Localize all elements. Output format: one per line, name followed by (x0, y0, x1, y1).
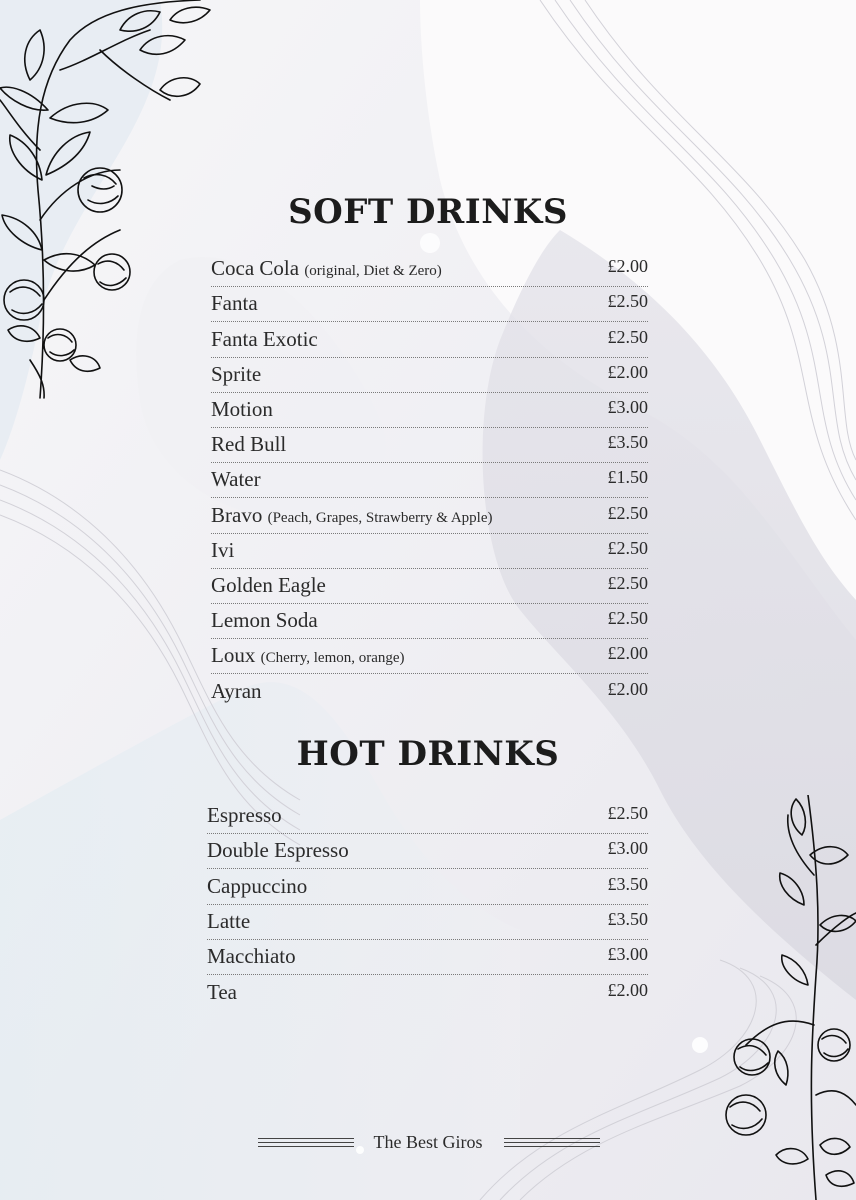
menu-item (207, 869, 648, 904)
item-price: £2.00 (607, 679, 648, 700)
menu-item (211, 252, 648, 287)
menu-item (207, 905, 648, 940)
item-price: £2.00 (607, 256, 648, 277)
menu-item (207, 834, 648, 869)
item-name (211, 362, 261, 387)
item-price: £2.50 (607, 326, 648, 347)
item-name (207, 944, 296, 969)
item-name-text: Tea (207, 980, 238, 1005)
menu-item (211, 428, 648, 463)
item-name-text: Double Espresso (207, 838, 349, 863)
item-price: £1.50 (607, 467, 648, 488)
menu-item (211, 322, 648, 357)
menu-item (211, 498, 648, 533)
item-name (207, 803, 282, 828)
item-note: (Cherry, lemon, orange) (260, 650, 405, 667)
item-name-text: Loux (211, 643, 256, 668)
item-name-text: Motion (211, 396, 273, 421)
hot-drinks-list (207, 799, 648, 1010)
menu-item (211, 674, 648, 709)
item-price: £2.00 (607, 643, 648, 664)
item-note: (original, Diet & Zero) (304, 263, 442, 280)
item-name (211, 679, 262, 704)
item-name-text: Macchiato (207, 943, 296, 968)
item-price: £2.50 (607, 572, 648, 593)
item-price: £2.00 (607, 980, 648, 1001)
menu-item (207, 799, 648, 834)
item-name (211, 291, 258, 316)
item-name-text: Golden Eagle (211, 572, 326, 597)
item-price: £3.50 (607, 432, 648, 453)
menu-item (207, 940, 648, 975)
item-name-text: Espresso (207, 803, 282, 828)
menu-item (211, 534, 648, 569)
item-name-text: Coca Cola (211, 256, 300, 281)
item-price: £3.50 (607, 873, 648, 894)
item-price: £2.50 (607, 803, 648, 824)
item-name-text: Ivi (211, 537, 235, 562)
item-name-text: Fanta Exotic (211, 326, 318, 351)
hot-drinks-title: HOT DRINKS (296, 734, 560, 774)
item-price: £2.50 (607, 537, 648, 558)
menu-item (211, 569, 648, 604)
menu-item (211, 393, 648, 428)
menu-item (211, 358, 648, 393)
menu-item (211, 604, 648, 639)
item-name-text: Latte (207, 908, 251, 933)
item-name-text: Cappuccino (207, 873, 308, 898)
item-name (211, 503, 493, 528)
item-name (211, 643, 405, 668)
item-price: £2.50 (607, 608, 648, 629)
item-price: £3.00 (607, 943, 648, 964)
item-name (211, 538, 234, 563)
item-name (211, 608, 318, 633)
item-name (211, 432, 286, 457)
item-name (211, 397, 273, 422)
footer-text: The Best Giros (373, 1132, 483, 1152)
item-name-text: Fanta (211, 291, 258, 316)
item-name (207, 980, 237, 1005)
item-name-text: Lemon Soda (211, 608, 318, 633)
item-name-text: Sprite (211, 361, 262, 386)
item-price: £2.50 (607, 502, 648, 523)
soft-drinks-title: SOFT DRINKS (288, 192, 568, 232)
item-name-text: Water (211, 467, 261, 492)
item-price: £3.00 (607, 838, 648, 859)
menu-item (211, 287, 648, 322)
menu-item (207, 975, 648, 1010)
footer-divider-right (504, 1138, 600, 1148)
item-name-text: Red Bull (211, 432, 287, 457)
menu-item (211, 639, 648, 674)
item-name (211, 256, 442, 281)
item-price: £2.00 (607, 361, 648, 382)
item-name (207, 838, 349, 863)
item-name (211, 327, 318, 352)
menu-item (211, 463, 648, 498)
item-price: £3.00 (607, 396, 648, 417)
item-price: £2.50 (607, 291, 648, 312)
item-name (207, 909, 250, 934)
item-name-text: Bravo (211, 502, 263, 527)
item-note: (Peach, Grapes, Strawberry & Apple) (267, 509, 493, 526)
item-name-text: Ayran (211, 679, 262, 704)
item-name (211, 573, 326, 598)
item-name (207, 874, 307, 899)
footer (0, 1128, 856, 1158)
soft-drinks-list (211, 252, 648, 709)
item-name (211, 467, 261, 492)
item-price: £3.50 (607, 908, 648, 929)
